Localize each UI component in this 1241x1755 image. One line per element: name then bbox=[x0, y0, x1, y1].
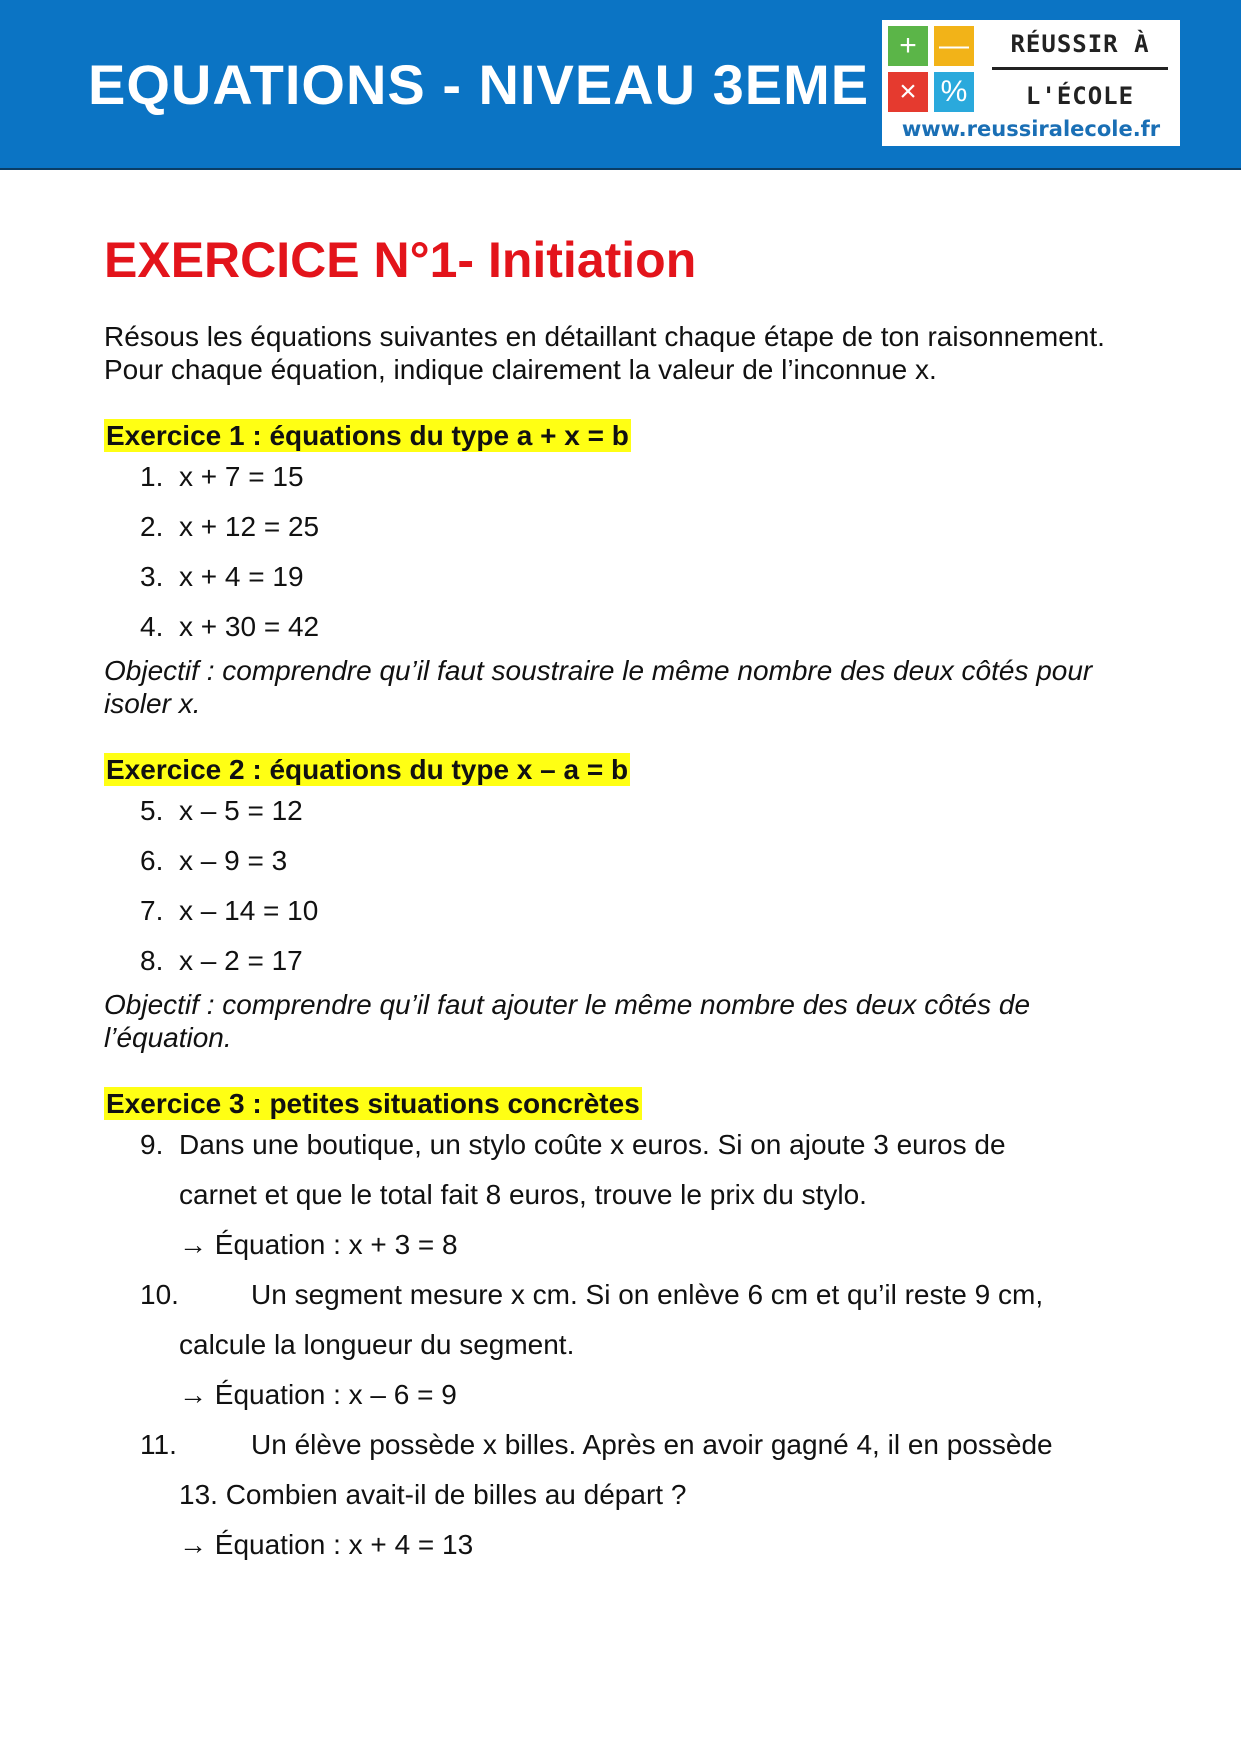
list-item bbox=[104, 936, 1144, 986]
exercise-title: EXERCICE N°1- Initiation bbox=[104, 232, 697, 288]
percent-icon: % bbox=[934, 72, 974, 112]
equation-list bbox=[104, 452, 1144, 652]
section-heading: Exercice 1 : équations du type a + x = b bbox=[106, 420, 629, 451]
item-number: 8. bbox=[140, 945, 164, 976]
section-3 bbox=[104, 1087, 1144, 1570]
list-item bbox=[104, 836, 1144, 886]
logo-url: www.reussiralecole.fr bbox=[901, 117, 1161, 141]
item-number: 9. bbox=[140, 1129, 164, 1160]
equation-text: x + 30 = 42 bbox=[179, 611, 320, 642]
situation-line1: Un segment mesure x cm. Si on enlève 6 cm et qu’il reste 9 cm, bbox=[251, 1279, 1044, 1310]
situation-item bbox=[104, 1270, 1144, 1420]
item-number: 7. bbox=[140, 895, 164, 926]
list-item bbox=[104, 552, 1144, 602]
section-2 bbox=[104, 753, 1144, 1054]
equation-text: x + 12 = 25 bbox=[179, 511, 320, 542]
situation-equation: → Équation : x + 3 = 8 bbox=[179, 1229, 458, 1260]
equation-text: x – 14 = 10 bbox=[179, 895, 319, 926]
list-item bbox=[104, 602, 1144, 652]
site-logo bbox=[882, 20, 1180, 146]
item-number: 4. bbox=[140, 611, 164, 642]
equation-text: x – 2 = 17 bbox=[179, 945, 303, 976]
equation-text: x – 9 = 3 bbox=[179, 845, 288, 876]
logo-divider bbox=[992, 67, 1168, 70]
situation-line2: carnet et que le total fait 8 euros, trouve le prix du stylo. bbox=[179, 1179, 867, 1210]
item-number: 10. bbox=[140, 1279, 179, 1310]
instructions: Résous les équations suivantes en détaillant chaque étape de ton raisonnement. Pour chaque équation, indique clairement la valeur de l’inconnue x. bbox=[104, 321, 1105, 385]
item-number: 2. bbox=[140, 511, 164, 542]
situation-line1: Dans une boutique, un stylo coûte x euros. Si on ajoute 3 euros de bbox=[179, 1129, 1006, 1160]
item-number: 11. bbox=[140, 1429, 177, 1460]
list-item bbox=[104, 886, 1144, 936]
situation-line2: 13. Combien avait-il de billes au départ ? bbox=[179, 1479, 687, 1510]
objective-text: Objectif : comprendre qu’il faut soustraire le même nombre des deux côtés pour isoler x. bbox=[104, 655, 1093, 719]
equation-text: x + 4 = 19 bbox=[179, 561, 304, 592]
multiply-icon: × bbox=[888, 72, 928, 112]
equation-text: x – 5 = 12 bbox=[179, 795, 303, 826]
page-header bbox=[0, 0, 1241, 170]
situation-line1: Un élève possède x billes. Après en avoir gagné 4, il en possède bbox=[251, 1429, 1053, 1460]
logo-brand-line1: RÉUSSIR À bbox=[1010, 30, 1150, 58]
list-item bbox=[104, 502, 1144, 552]
situation-line2: calcule la longueur du segment. bbox=[179, 1329, 575, 1360]
worksheet-content bbox=[104, 230, 1144, 1570]
item-number: 5. bbox=[140, 795, 164, 826]
equation-list bbox=[104, 786, 1144, 986]
item-number: 6. bbox=[140, 845, 164, 876]
item-number: 3. bbox=[140, 561, 164, 592]
list-item bbox=[104, 452, 1144, 502]
section-heading: Exercice 3 : petites situations concrètes bbox=[106, 1088, 640, 1119]
minus-icon: — bbox=[934, 26, 974, 66]
section-1 bbox=[104, 419, 1144, 720]
objective-text: Objectif : comprendre qu’il faut ajouter le même nombre des deux côtés de l’équation. bbox=[104, 989, 1031, 1053]
plus-icon: + bbox=[888, 26, 928, 66]
item-number: 1. bbox=[140, 461, 164, 492]
situation-equation: → Équation : x – 6 = 9 bbox=[179, 1379, 457, 1410]
section-heading: Exercice 2 : équations du type x – a = b bbox=[106, 754, 629, 785]
page-title: EQUATIONS - NIVEAU 3EME bbox=[88, 53, 870, 116]
equation-text: x + 7 = 15 bbox=[179, 461, 304, 492]
situation-item bbox=[104, 1420, 1144, 1570]
list-item bbox=[104, 786, 1144, 836]
situation-item bbox=[104, 1120, 1144, 1270]
logo-brand-line2: L'ÉCOLE bbox=[1025, 82, 1135, 110]
situation-equation: → Équation : x + 4 = 13 bbox=[179, 1529, 474, 1560]
